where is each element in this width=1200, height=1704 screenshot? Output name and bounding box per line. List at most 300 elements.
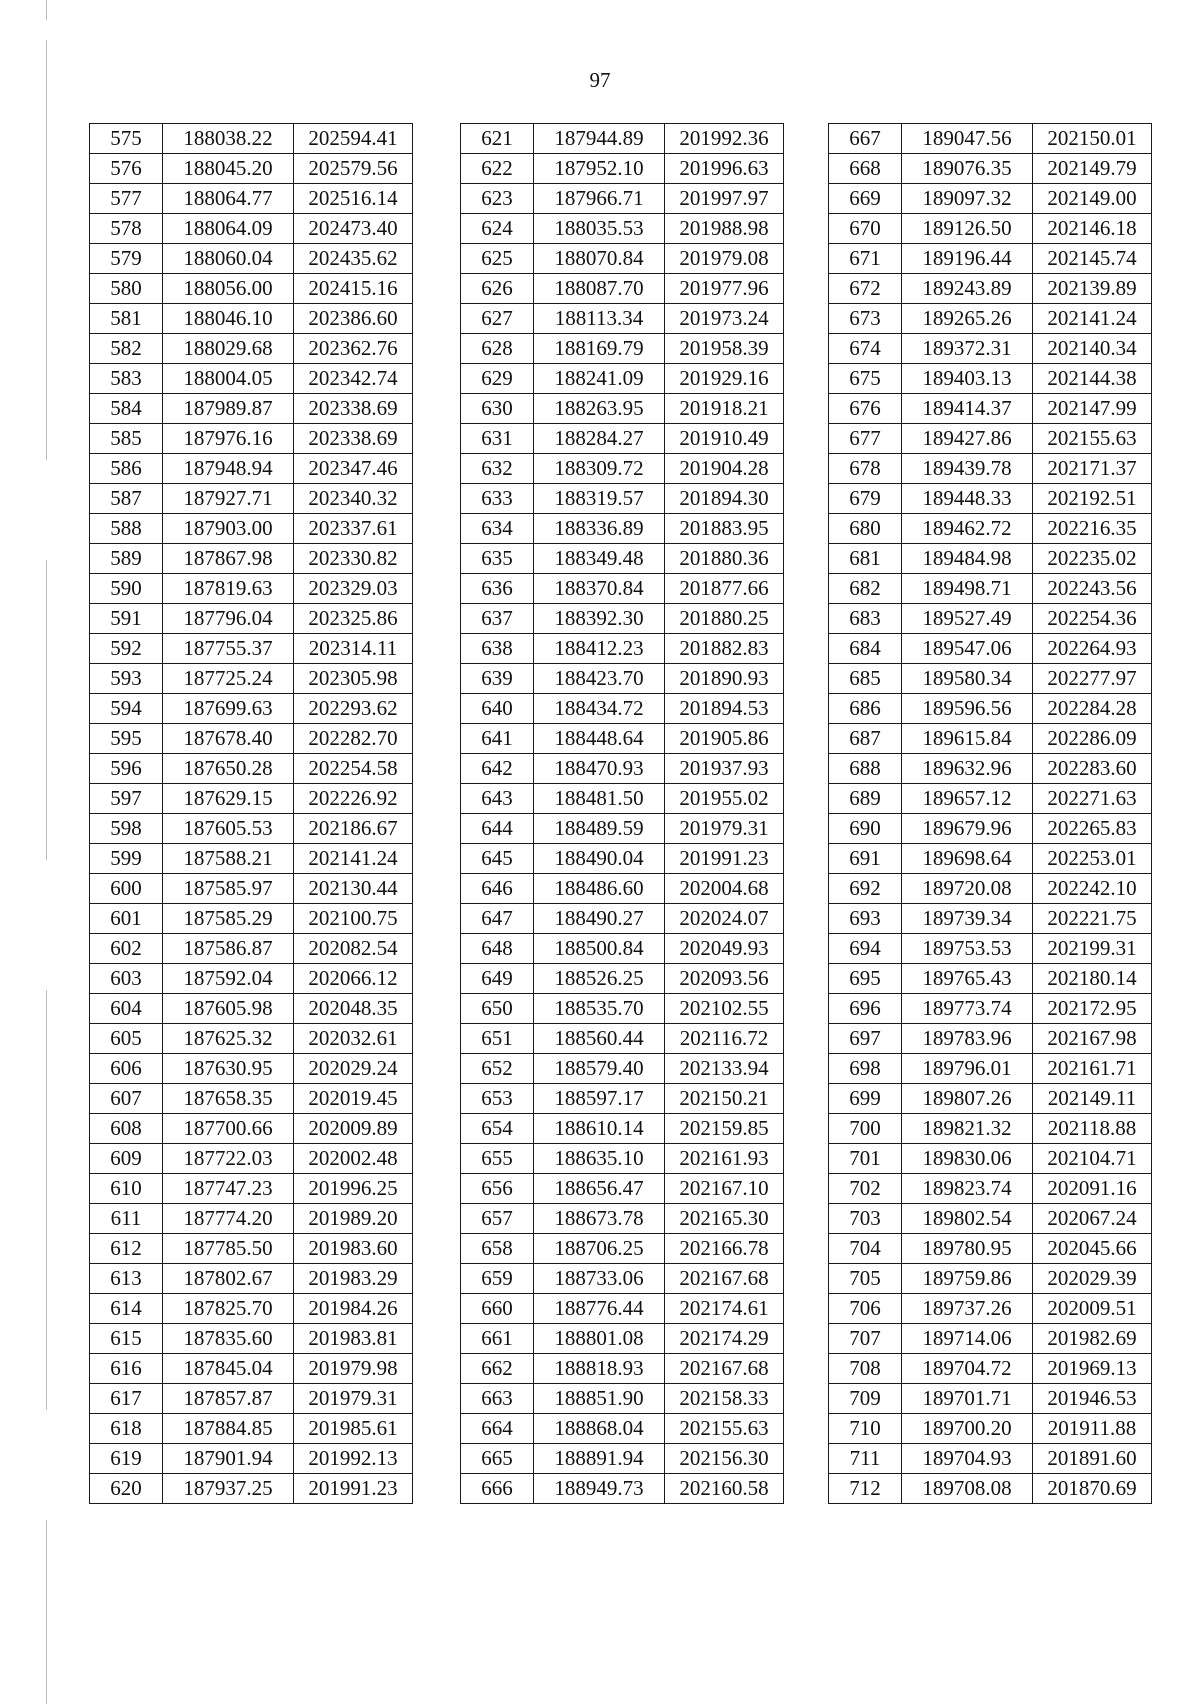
point-number-cell: 594 [90, 694, 163, 724]
point-number-cell: 593 [90, 664, 163, 694]
table-row [461, 244, 784, 274]
y-coordinate-cell: 202150.21 [665, 1084, 784, 1114]
point-number-cell: 621 [461, 124, 534, 154]
point-number-cell: 620 [90, 1474, 163, 1504]
point-number-cell: 583 [90, 364, 163, 394]
table-row [829, 844, 1152, 874]
table-row [829, 994, 1152, 1024]
x-coordinate-cell: 189047.56 [902, 124, 1033, 154]
x-coordinate-cell: 187747.23 [163, 1174, 294, 1204]
table-row [461, 1264, 784, 1294]
y-coordinate-cell: 202305.98 [294, 664, 413, 694]
y-coordinate-cell: 201910.49 [665, 424, 784, 454]
table-row [90, 214, 413, 244]
y-coordinate-cell: 202277.97 [1033, 664, 1152, 694]
table-row [461, 754, 784, 784]
table-row [90, 454, 413, 484]
point-number-cell: 660 [461, 1294, 534, 1324]
table-row [90, 604, 413, 634]
scan-margin-line [46, 0, 47, 20]
point-number-cell: 631 [461, 424, 534, 454]
x-coordinate-cell: 187845.04 [163, 1354, 294, 1384]
table-row [90, 904, 413, 934]
point-number-cell: 627 [461, 304, 534, 334]
x-coordinate-cell: 187625.32 [163, 1024, 294, 1054]
x-coordinate-cell: 189780.95 [902, 1234, 1033, 1264]
table-row [829, 124, 1152, 154]
x-coordinate-cell: 188490.04 [534, 844, 665, 874]
x-coordinate-cell: 188560.44 [534, 1024, 665, 1054]
y-coordinate-cell: 202340.32 [294, 484, 413, 514]
table-row [90, 1114, 413, 1144]
y-coordinate-cell: 202284.28 [1033, 694, 1152, 724]
y-coordinate-cell: 201882.83 [665, 634, 784, 664]
point-number-cell: 597 [90, 784, 163, 814]
x-coordinate-cell: 189807.26 [902, 1084, 1033, 1114]
x-coordinate-cell: 188029.68 [163, 334, 294, 364]
y-coordinate-cell: 202265.83 [1033, 814, 1152, 844]
table-row [461, 394, 784, 424]
coordinate-table-2 [460, 123, 784, 1504]
table-row [461, 574, 784, 604]
x-coordinate-cell: 188489.59 [534, 814, 665, 844]
point-number-cell: 680 [829, 514, 902, 544]
point-number-cell: 592 [90, 634, 163, 664]
y-coordinate-cell: 202093.56 [665, 964, 784, 994]
point-number-cell: 613 [90, 1264, 163, 1294]
table-row [829, 184, 1152, 214]
x-coordinate-cell: 187937.25 [163, 1474, 294, 1504]
table-row [829, 1414, 1152, 1444]
x-coordinate-cell: 188309.72 [534, 454, 665, 484]
point-number-cell: 610 [90, 1174, 163, 1204]
table-row [461, 964, 784, 994]
point-number-cell: 600 [90, 874, 163, 904]
point-number-cell: 625 [461, 244, 534, 274]
table-row [90, 154, 413, 184]
y-coordinate-cell: 202066.12 [294, 964, 413, 994]
point-number-cell: 711 [829, 1444, 902, 1474]
table-row [90, 544, 413, 574]
point-number-cell: 581 [90, 304, 163, 334]
point-number-cell: 705 [829, 1264, 902, 1294]
y-coordinate-cell: 201946.53 [1033, 1384, 1152, 1414]
table-row [829, 1444, 1152, 1474]
y-coordinate-cell: 202186.67 [294, 814, 413, 844]
y-coordinate-cell: 202104.71 [1033, 1144, 1152, 1174]
x-coordinate-cell: 188486.60 [534, 874, 665, 904]
point-number-cell: 622 [461, 154, 534, 184]
table-row [90, 274, 413, 304]
table-row [90, 1444, 413, 1474]
y-coordinate-cell: 201977.96 [665, 274, 784, 304]
point-number-cell: 691 [829, 844, 902, 874]
point-number-cell: 618 [90, 1414, 163, 1444]
y-coordinate-cell: 202049.93 [665, 934, 784, 964]
coordinate-table-1 [89, 123, 413, 1504]
x-coordinate-cell: 187630.95 [163, 1054, 294, 1084]
point-number-cell: 617 [90, 1384, 163, 1414]
point-number-cell: 579 [90, 244, 163, 274]
point-number-cell: 608 [90, 1114, 163, 1144]
table-row [829, 754, 1152, 784]
x-coordinate-cell: 188349.48 [534, 544, 665, 574]
y-coordinate-cell: 202415.16 [294, 274, 413, 304]
y-coordinate-cell: 202100.75 [294, 904, 413, 934]
x-coordinate-cell: 188056.00 [163, 274, 294, 304]
table-row [829, 934, 1152, 964]
x-coordinate-cell: 188038.22 [163, 124, 294, 154]
y-coordinate-cell: 201979.08 [665, 244, 784, 274]
x-coordinate-cell: 188635.10 [534, 1144, 665, 1174]
point-number-cell: 665 [461, 1444, 534, 1474]
table-row [90, 1084, 413, 1114]
table-row [90, 1384, 413, 1414]
scan-margin-line [46, 990, 47, 1410]
table-row [461, 844, 784, 874]
table-row [829, 394, 1152, 424]
table-row [829, 244, 1152, 274]
point-number-cell: 668 [829, 154, 902, 184]
y-coordinate-cell: 202264.93 [1033, 634, 1152, 664]
y-coordinate-cell: 202158.33 [665, 1384, 784, 1414]
y-coordinate-cell: 202024.07 [665, 904, 784, 934]
x-coordinate-cell: 189498.71 [902, 574, 1033, 604]
y-coordinate-cell: 202141.24 [1033, 304, 1152, 334]
x-coordinate-cell: 187586.87 [163, 934, 294, 964]
table-row [461, 484, 784, 514]
table-row [829, 1264, 1152, 1294]
table-row [461, 634, 784, 664]
table-row [461, 1024, 784, 1054]
y-coordinate-cell: 201877.66 [665, 574, 784, 604]
point-number-cell: 673 [829, 304, 902, 334]
table-row [829, 664, 1152, 694]
y-coordinate-cell: 201937.93 [665, 754, 784, 784]
point-number-cell: 695 [829, 964, 902, 994]
x-coordinate-cell: 189704.72 [902, 1354, 1033, 1384]
point-number-cell: 633 [461, 484, 534, 514]
y-coordinate-cell: 202161.93 [665, 1144, 784, 1174]
x-coordinate-cell: 189739.34 [902, 904, 1033, 934]
point-number-cell: 656 [461, 1174, 534, 1204]
point-number-cell: 698 [829, 1054, 902, 1084]
point-number-cell: 584 [90, 394, 163, 424]
x-coordinate-cell: 187629.15 [163, 784, 294, 814]
table-row [461, 184, 784, 214]
x-coordinate-cell: 187699.63 [163, 694, 294, 724]
x-coordinate-cell: 187927.71 [163, 484, 294, 514]
point-number-cell: 661 [461, 1324, 534, 1354]
x-coordinate-cell: 188004.05 [163, 364, 294, 394]
point-number-cell: 697 [829, 1024, 902, 1054]
y-coordinate-cell: 201982.69 [1033, 1324, 1152, 1354]
x-coordinate-cell: 189414.37 [902, 394, 1033, 424]
y-coordinate-cell: 202130.44 [294, 874, 413, 904]
x-coordinate-cell: 189830.06 [902, 1144, 1033, 1174]
y-coordinate-cell: 202516.14 [294, 184, 413, 214]
y-coordinate-cell: 201979.98 [294, 1354, 413, 1384]
y-coordinate-cell: 202174.61 [665, 1294, 784, 1324]
table-row [829, 634, 1152, 664]
y-coordinate-cell: 202579.56 [294, 154, 413, 184]
y-coordinate-cell: 202165.30 [665, 1204, 784, 1234]
x-coordinate-cell: 188891.94 [534, 1444, 665, 1474]
x-coordinate-cell: 187989.87 [163, 394, 294, 424]
x-coordinate-cell: 188851.90 [534, 1384, 665, 1414]
x-coordinate-cell: 189196.44 [902, 244, 1033, 274]
y-coordinate-cell: 202180.14 [1033, 964, 1152, 994]
point-number-cell: 606 [90, 1054, 163, 1084]
table-row [90, 964, 413, 994]
x-coordinate-cell: 188064.09 [163, 214, 294, 244]
x-coordinate-cell: 187605.98 [163, 994, 294, 1024]
table-row [461, 934, 784, 964]
y-coordinate-cell: 202243.56 [1033, 574, 1152, 604]
x-coordinate-cell: 187722.03 [163, 1144, 294, 1174]
x-coordinate-cell: 188046.10 [163, 304, 294, 334]
y-coordinate-cell: 201991.23 [294, 1474, 413, 1504]
point-number-cell: 693 [829, 904, 902, 934]
x-coordinate-cell: 188656.47 [534, 1174, 665, 1204]
x-coordinate-cell: 187774.20 [163, 1204, 294, 1234]
table-row [90, 304, 413, 334]
y-coordinate-cell: 202347.46 [294, 454, 413, 484]
x-coordinate-cell: 189580.34 [902, 664, 1033, 694]
point-number-cell: 704 [829, 1234, 902, 1264]
x-coordinate-cell: 187755.37 [163, 634, 294, 664]
x-coordinate-cell: 187785.50 [163, 1234, 294, 1264]
point-number-cell: 648 [461, 934, 534, 964]
point-number-cell: 658 [461, 1234, 534, 1264]
point-number-cell: 639 [461, 664, 534, 694]
table-row [461, 784, 784, 814]
x-coordinate-cell: 189701.71 [902, 1384, 1033, 1414]
y-coordinate-cell: 202199.31 [1033, 934, 1152, 964]
x-coordinate-cell: 189700.20 [902, 1414, 1033, 1444]
table-row [461, 604, 784, 634]
x-coordinate-cell: 187650.28 [163, 754, 294, 784]
x-coordinate-cell: 188535.70 [534, 994, 665, 1024]
table-row [90, 124, 413, 154]
y-coordinate-cell: 201905.86 [665, 724, 784, 754]
y-coordinate-cell: 201989.20 [294, 1204, 413, 1234]
x-coordinate-cell: 188087.70 [534, 274, 665, 304]
x-coordinate-cell: 188610.14 [534, 1114, 665, 1144]
table-row [461, 214, 784, 244]
y-coordinate-cell: 202147.99 [1033, 394, 1152, 424]
table-row [829, 1114, 1152, 1144]
x-coordinate-cell: 189759.86 [902, 1264, 1033, 1294]
y-coordinate-cell: 202435.62 [294, 244, 413, 274]
point-number-cell: 683 [829, 604, 902, 634]
point-number-cell: 663 [461, 1384, 534, 1414]
y-coordinate-cell: 202216.35 [1033, 514, 1152, 544]
x-coordinate-cell: 187678.40 [163, 724, 294, 754]
x-coordinate-cell: 189439.78 [902, 454, 1033, 484]
x-coordinate-cell: 188526.25 [534, 964, 665, 994]
table-row [90, 934, 413, 964]
table-row [461, 304, 784, 334]
x-coordinate-cell: 189714.06 [902, 1324, 1033, 1354]
x-coordinate-cell: 189657.12 [902, 784, 1033, 814]
x-coordinate-cell: 188448.64 [534, 724, 665, 754]
x-coordinate-cell: 189527.49 [902, 604, 1033, 634]
point-number-cell: 710 [829, 1414, 902, 1444]
table-row [90, 484, 413, 514]
point-number-cell: 667 [829, 124, 902, 154]
y-coordinate-cell: 201955.02 [665, 784, 784, 814]
table-row [90, 514, 413, 544]
y-coordinate-cell: 201969.13 [1033, 1354, 1152, 1384]
y-coordinate-cell: 202155.63 [1033, 424, 1152, 454]
y-coordinate-cell: 201983.29 [294, 1264, 413, 1294]
y-coordinate-cell: 202082.54 [294, 934, 413, 964]
point-number-cell: 706 [829, 1294, 902, 1324]
table-row [829, 874, 1152, 904]
table-row [829, 1144, 1152, 1174]
point-number-cell: 632 [461, 454, 534, 484]
point-number-cell: 619 [90, 1444, 163, 1474]
x-coordinate-cell: 189097.32 [902, 184, 1033, 214]
table-row [90, 1264, 413, 1294]
point-number-cell: 630 [461, 394, 534, 424]
x-coordinate-cell: 188060.04 [163, 244, 294, 274]
y-coordinate-cell: 201996.63 [665, 154, 784, 184]
point-number-cell: 623 [461, 184, 534, 214]
y-coordinate-cell: 202338.69 [294, 424, 413, 454]
y-coordinate-cell: 202286.09 [1033, 724, 1152, 754]
table-row [829, 1174, 1152, 1204]
table-row [829, 424, 1152, 454]
x-coordinate-cell: 188045.20 [163, 154, 294, 184]
table-row [90, 1054, 413, 1084]
x-coordinate-cell: 187952.10 [534, 154, 665, 184]
point-number-cell: 602 [90, 934, 163, 964]
point-number-cell: 576 [90, 154, 163, 184]
table-row [90, 394, 413, 424]
point-number-cell: 591 [90, 604, 163, 634]
point-number-cell: 585 [90, 424, 163, 454]
table-row [829, 1354, 1152, 1384]
y-coordinate-cell: 202133.94 [665, 1054, 784, 1084]
x-coordinate-cell: 187796.04 [163, 604, 294, 634]
y-coordinate-cell: 202009.89 [294, 1114, 413, 1144]
table-row [90, 574, 413, 604]
table-row [829, 274, 1152, 304]
x-coordinate-cell: 187592.04 [163, 964, 294, 994]
point-number-cell: 616 [90, 1354, 163, 1384]
y-coordinate-cell: 202282.70 [294, 724, 413, 754]
x-coordinate-cell: 189821.32 [902, 1114, 1033, 1144]
x-coordinate-cell: 189720.08 [902, 874, 1033, 904]
x-coordinate-cell: 189802.54 [902, 1204, 1033, 1234]
x-coordinate-cell: 189737.26 [902, 1294, 1033, 1324]
point-number-cell: 707 [829, 1324, 902, 1354]
table-row [461, 1204, 784, 1234]
point-number-cell: 647 [461, 904, 534, 934]
x-coordinate-cell: 188241.09 [534, 364, 665, 394]
y-coordinate-cell: 201894.53 [665, 694, 784, 724]
y-coordinate-cell: 201979.31 [294, 1384, 413, 1414]
y-coordinate-cell: 202149.79 [1033, 154, 1152, 184]
point-number-cell: 587 [90, 484, 163, 514]
y-coordinate-cell: 202221.75 [1033, 904, 1152, 934]
y-coordinate-cell: 202293.62 [294, 694, 413, 724]
y-coordinate-cell: 202150.01 [1033, 124, 1152, 154]
table-row [461, 544, 784, 574]
point-number-cell: 655 [461, 1144, 534, 1174]
point-number-cell: 588 [90, 514, 163, 544]
point-number-cell: 702 [829, 1174, 902, 1204]
y-coordinate-cell: 201880.25 [665, 604, 784, 634]
table-row [461, 1084, 784, 1114]
y-coordinate-cell: 201918.21 [665, 394, 784, 424]
x-coordinate-cell: 187835.60 [163, 1324, 294, 1354]
table-row [461, 1444, 784, 1474]
table-row [829, 694, 1152, 724]
x-coordinate-cell: 189243.89 [902, 274, 1033, 304]
coordinate-table-3 [828, 123, 1152, 1504]
y-coordinate-cell: 202167.98 [1033, 1024, 1152, 1054]
y-coordinate-cell: 202338.69 [294, 394, 413, 424]
y-coordinate-cell: 202235.02 [1033, 544, 1152, 574]
x-coordinate-cell: 189773.74 [902, 994, 1033, 1024]
point-number-cell: 654 [461, 1114, 534, 1144]
y-coordinate-cell: 201983.60 [294, 1234, 413, 1264]
x-coordinate-cell: 188035.53 [534, 214, 665, 244]
point-number-cell: 687 [829, 724, 902, 754]
y-coordinate-cell: 201880.36 [665, 544, 784, 574]
y-coordinate-cell: 202337.61 [294, 514, 413, 544]
point-number-cell: 645 [461, 844, 534, 874]
y-coordinate-cell: 202166.78 [665, 1234, 784, 1264]
y-coordinate-cell: 202048.35 [294, 994, 413, 1024]
point-number-cell: 644 [461, 814, 534, 844]
table-row [461, 994, 784, 1024]
y-coordinate-cell: 201883.95 [665, 514, 784, 544]
table-row [829, 154, 1152, 184]
x-coordinate-cell: 189796.01 [902, 1054, 1033, 1084]
table-row [90, 1174, 413, 1204]
y-coordinate-cell: 202171.37 [1033, 454, 1152, 484]
y-coordinate-cell: 202167.68 [665, 1264, 784, 1294]
y-coordinate-cell: 202002.48 [294, 1144, 413, 1174]
table-row [461, 1174, 784, 1204]
point-number-cell: 682 [829, 574, 902, 604]
point-number-cell: 689 [829, 784, 902, 814]
point-number-cell: 664 [461, 1414, 534, 1444]
point-number-cell: 690 [829, 814, 902, 844]
table-row [90, 364, 413, 394]
x-coordinate-cell: 188284.27 [534, 424, 665, 454]
x-coordinate-cell: 188801.08 [534, 1324, 665, 1354]
point-number-cell: 699 [829, 1084, 902, 1114]
point-number-cell: 575 [90, 124, 163, 154]
y-coordinate-cell: 202271.63 [1033, 784, 1152, 814]
x-coordinate-cell: 188481.50 [534, 784, 665, 814]
x-coordinate-cell: 188070.84 [534, 244, 665, 274]
y-coordinate-cell: 202045.66 [1033, 1234, 1152, 1264]
y-coordinate-cell: 202149.00 [1033, 184, 1152, 214]
x-coordinate-cell: 187585.97 [163, 874, 294, 904]
x-coordinate-cell: 189708.08 [902, 1474, 1033, 1504]
y-coordinate-cell: 202192.51 [1033, 484, 1152, 514]
x-coordinate-cell: 188868.04 [534, 1414, 665, 1444]
x-coordinate-cell: 187966.71 [534, 184, 665, 214]
x-coordinate-cell: 189462.72 [902, 514, 1033, 544]
y-coordinate-cell: 201984.26 [294, 1294, 413, 1324]
